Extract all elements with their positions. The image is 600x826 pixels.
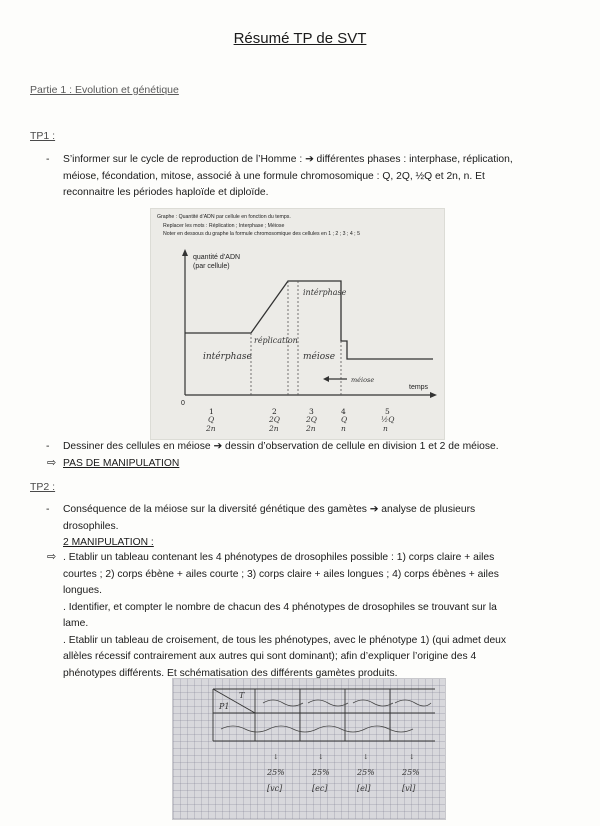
text-line: allèles récessif contrairement aux autres qui sont dominant); afin d’expliquer l’origine des 4 (63, 651, 477, 662)
tp2-label: TP2 : (30, 481, 56, 493)
graph-instruction: Noter en dessous du graphe la formule chromosomique des cellules en 1 ; 2 ; 3 ; 4 ; 5 (163, 231, 360, 237)
text-line: . Etablir un tableau contenant les 4 phénotypes de drosophiles possible : 1) corps claire + ailes (63, 552, 495, 563)
origin-label: 0 (181, 400, 185, 407)
crossing-table-sketch (173, 679, 445, 819)
tp2-steps (63, 550, 563, 682)
hand-label-meiose: méiose (303, 352, 336, 362)
arrow-down-icon: ↓ (273, 753, 279, 761)
genotype-value: [vc] (267, 784, 283, 793)
text-line: reconnaitre les périodes haploïde et diploïde. (63, 187, 269, 198)
y-axis-unit: (par cellule) (193, 263, 230, 270)
percent-value: 25% (267, 768, 285, 777)
arrow-icon: ⇨ (47, 551, 57, 563)
point-quantity: Q (341, 415, 348, 424)
text-line: S’informer sur le cycle de reproduction de l’Homme : ➔ différentes phases : interphase, réplication, (63, 154, 513, 165)
graph-instruction: Replacer les mots : Réplication ; Interphase ; Méiose (163, 223, 285, 229)
hand-label-interphase: intérphase (203, 352, 252, 362)
point-quantity: Q (208, 415, 215, 424)
hand-arrow-head (323, 376, 329, 382)
bullet-dash: - (46, 503, 50, 515)
section-heading: Partie 1 : Evolution et génétique (30, 84, 179, 96)
tp1-item1 (63, 152, 563, 202)
text-line: Conséquence de la méiose sur la diversité génétique des gamètes ➔ analyse de plusieurs (63, 504, 476, 515)
y-axis-label: quantité d’ADN (193, 254, 241, 261)
tp1-item2: Dessiner des cellules en méiose ➔ dessin d’observation de cellule en division 1 et 2 de méiose. (63, 441, 499, 452)
text-line: drosophiles. (63, 520, 119, 532)
text-line: courtes ; 2) corps ébène + ailes courte ; 3) corps claire + ailes longues ; 4) corps ébènes + ailes (63, 568, 499, 580)
tp2-item1 (63, 502, 563, 552)
point-formula: n (383, 424, 388, 433)
scribble-header (263, 700, 431, 706)
percent-value: 25% (312, 768, 330, 777)
percent-value: 25% (402, 768, 420, 777)
col-label: T (239, 691, 245, 700)
x-axis-arrow (430, 392, 437, 398)
dna-graph (151, 209, 444, 439)
row-label: P1 (219, 702, 230, 711)
hand-label-meiose: méiose (351, 376, 375, 384)
point-quantity: 2Q (306, 415, 317, 424)
y-axis-arrow (182, 249, 188, 256)
genotype-value: [el] (357, 784, 371, 793)
point-number: 2 (272, 407, 277, 416)
x-axis-label: temps (409, 384, 429, 391)
point-quantity: 2Q (269, 415, 280, 424)
text-line: phénotypes différents. Et schématisation des différents gamètes produits. (63, 667, 398, 679)
graph-instruction: Graphe : Quantité d’ADN par cellule en fonction du temps. (157, 214, 291, 220)
no-manipulation-label: PAS DE MANIPULATION (63, 458, 180, 469)
genotype-value: [vl] (402, 784, 416, 793)
manipulation-title: 2 MANIPULATION : (63, 537, 154, 548)
arrow-icon: ⇨ (47, 457, 57, 469)
point-formula: 2n (306, 424, 316, 433)
point-number: 1 (209, 407, 214, 416)
hand-label-replication: réplication (254, 336, 298, 345)
point-formula: 2n (206, 424, 216, 433)
tp1-label: TP1 : (30, 130, 56, 142)
percent-value: 25% (357, 768, 375, 777)
point-number: 5 (385, 407, 390, 416)
point-formula: 2n (269, 424, 279, 433)
text-line: longues. (63, 585, 102, 596)
bullet-dash: - (46, 440, 50, 452)
text-line: méiose, fécondation, mitose, associé à une formule chromosomique : Q, 2Q, ½Q et 2n, n. Et (63, 170, 485, 182)
document-title: Résumé TP de SVT (233, 30, 367, 47)
arrow-down-icon: ↓ (363, 753, 369, 761)
bullet-dash: - (46, 153, 50, 165)
text-line: lame. (63, 618, 89, 629)
dna-graph-scan (150, 208, 445, 440)
genotype-value: [ec] (312, 784, 328, 793)
arrow-down-icon: ↓ (318, 753, 324, 761)
point-formula: n (341, 424, 346, 433)
point-quantity: ½Q (381, 415, 395, 424)
scribble-row (221, 726, 413, 732)
hand-label-interphase: intérphase (303, 288, 347, 297)
crossing-table-scan (172, 678, 446, 820)
point-number: 4 (341, 407, 346, 416)
point-number: 3 (309, 407, 314, 416)
arrow-down-icon: ↓ (409, 753, 415, 761)
text-line: . Identifier, et compter le nombre de chacun des 4 phénotypes de drosophiles se trouvant sur la (63, 601, 497, 613)
text-line: . Etablir un tableau de croisement, de tous les phénotypes, avec le phénotype 1) (qui admet deux (63, 634, 507, 646)
